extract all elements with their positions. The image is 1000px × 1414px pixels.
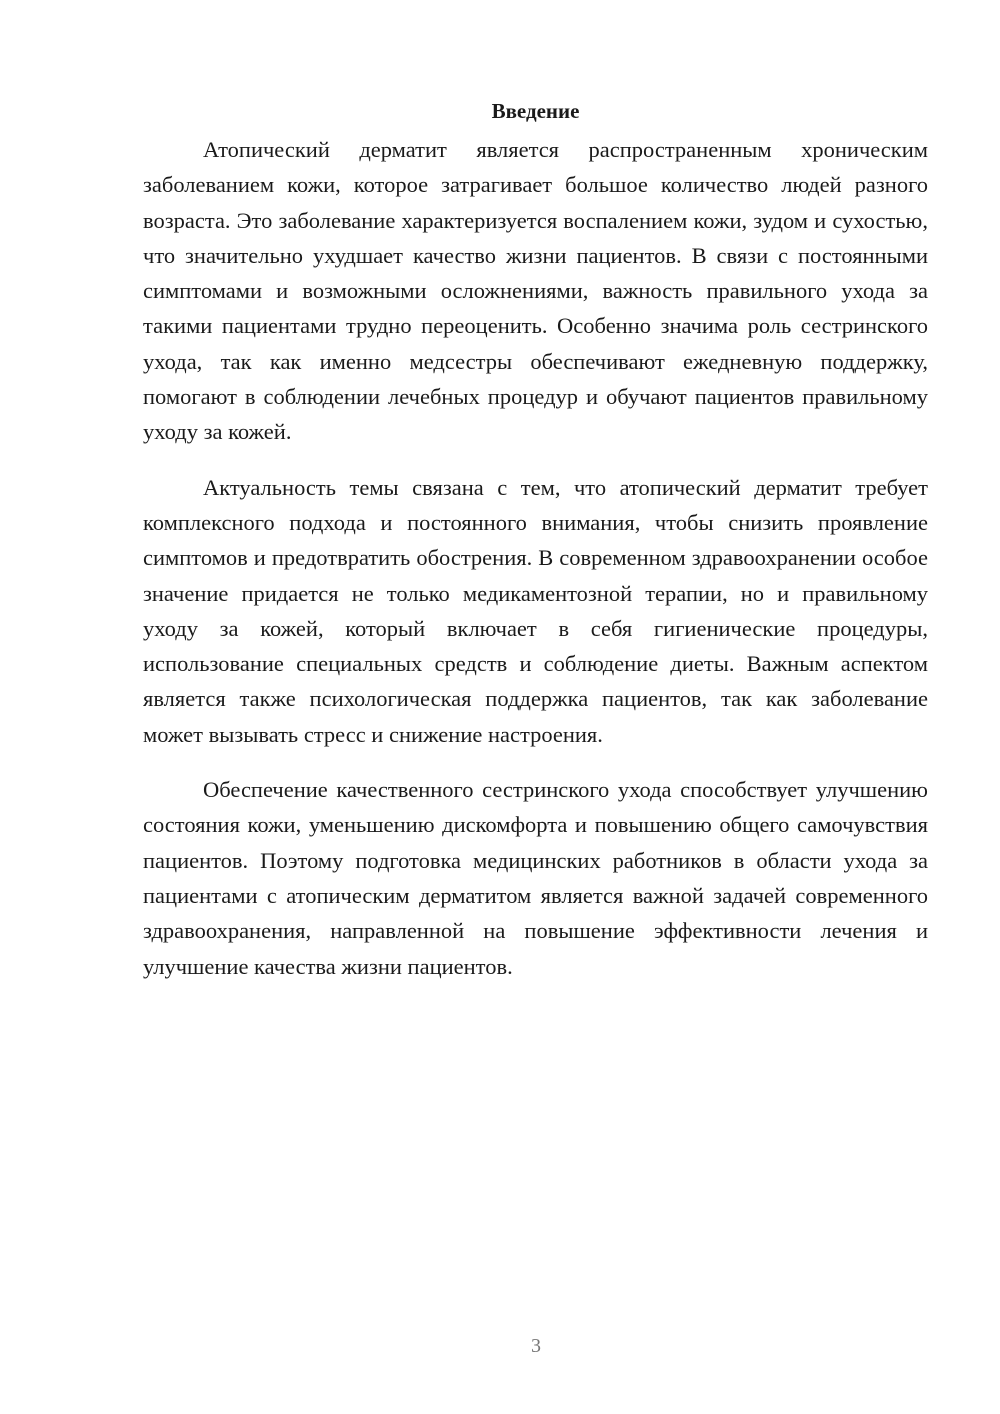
paragraph-intro: Атопический дерматит является распространенным хроническим заболеванием кожи, которое затрагивает большое количество людей разного возраста. Это заболевание характеризуется воспалением кожи, зудом и сухостью, что значительно ухудшает качество жизни пациентов. В связи с постоянными симптомами и возможными осложнениями, важность правильного ухода за такими пациентами трудно переоценить. Особенно значима роль сестринского ухода, так как именно медсестры обеспечивают ежедневную поддержку, помогают в соблюдении лечебных процедур и обучают пациентов правильному уходу за кожей. (143, 137, 928, 445)
paragraph-conclusion: Обеспечение качественного сестринского ухода способствует улучшению состояния кожи, уменьшению дискомфорта и повышению общего самочувствия пациентов. Поэтому подготовка медицинских работников в области ухода за пациентами с атопическим дерматитом является важной задачей современного здравоохранения, направленной на повышение эффективности лечения и улучшение качества жизни пациентов. (143, 777, 928, 979)
page-content (143, 96, 928, 1004)
paragraph-relevance: Актуальность темы связана с тем, что атопический дерматит требует комплексного подхода и постоянного внимания, чтобы снизить проявление симптомов и предотвратить обострения. В современном здравоохранении особое значение придается не только медикаментозной терапии, но и правильному уходу за кожей, который включает в себя гигиенические процедуры, использование специальных средств и соблюдение диеты. Важным аспектом является также психологическая поддержка пациентов, так как заболевание может вызывать стресс и снижение настроения. (143, 474, 928, 747)
page-number: 3 (531, 1335, 541, 1357)
section-heading: Введение (491, 99, 580, 123)
